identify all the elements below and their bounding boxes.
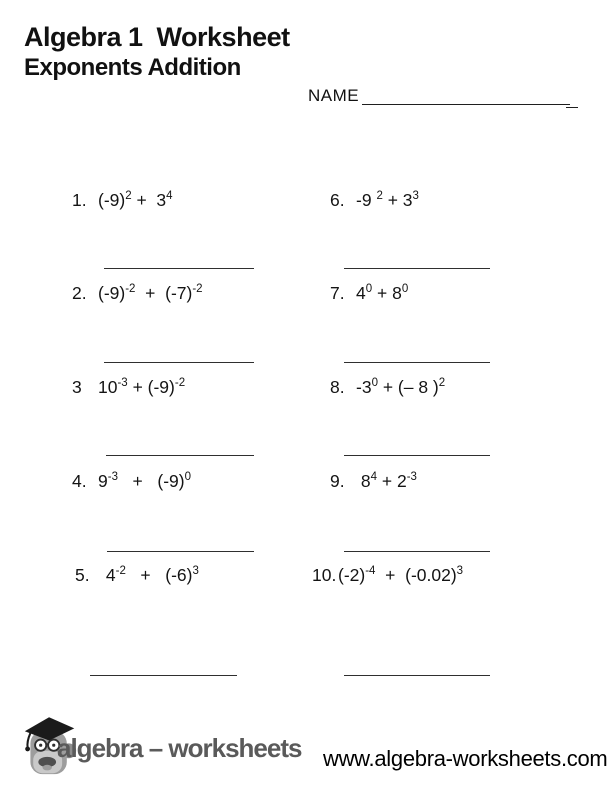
exponent: -2 bbox=[174, 377, 186, 389]
exponent: 0 bbox=[371, 377, 378, 389]
exponent: 0 bbox=[365, 283, 373, 295]
problem-2 bbox=[72, 283, 203, 304]
exponent: 3 bbox=[456, 565, 464, 577]
problem-expression: $(-2)^{-4} + (-0.02)^3$ bbox=[338, 565, 464, 585]
problem-number: 9. bbox=[330, 471, 345, 491]
exponent: 2 bbox=[438, 377, 446, 389]
problem-number: 1. bbox=[72, 190, 87, 210]
page-subtitle: Exponents Addition bbox=[24, 54, 241, 81]
exponent: -2 bbox=[125, 283, 136, 295]
problem-expression: $8^4 + 2^{-3}$ bbox=[356, 471, 417, 491]
exponent: 4 bbox=[370, 471, 378, 483]
problem-number: 10. bbox=[312, 565, 337, 585]
problem-3 bbox=[72, 377, 185, 398]
exponent: -3 bbox=[107, 471, 118, 483]
problem-9 bbox=[330, 471, 417, 492]
exponent: -4 bbox=[365, 565, 376, 577]
page-title: Algebra 1 Worksheet bbox=[24, 22, 290, 52]
problem-expression: $10^{-3} + (-9)^{-2}$ bbox=[98, 377, 186, 397]
exponent: -2 bbox=[115, 565, 126, 577]
answer-line bbox=[344, 455, 490, 456]
answer-line bbox=[344, 362, 490, 363]
problem-number: 8. bbox=[330, 377, 345, 397]
problem-expression: $(-9)^2 + 3^4$ bbox=[98, 190, 173, 210]
answer-line bbox=[106, 455, 254, 456]
answer-line bbox=[344, 268, 490, 269]
logo-wordmark: algebra – worksheets bbox=[57, 733, 302, 763]
answer-line bbox=[107, 551, 254, 552]
exponent: 0 bbox=[184, 471, 191, 483]
problem-number: 2. bbox=[72, 283, 87, 303]
problem-number: 3 bbox=[72, 377, 82, 397]
exponent: -3 bbox=[406, 471, 417, 483]
answer-line bbox=[344, 675, 490, 676]
problem-number: 5. bbox=[75, 565, 90, 585]
problem-number: 7. bbox=[330, 283, 345, 303]
website-url: www.algebra-worksheets.com bbox=[323, 746, 608, 771]
exponent: 4 bbox=[166, 190, 173, 202]
problem-6 bbox=[330, 190, 419, 211]
answer-line bbox=[104, 268, 254, 269]
answer-line bbox=[344, 551, 490, 552]
problem-4 bbox=[72, 471, 191, 492]
problem-expression: -9 $^2 + 3^3$ bbox=[356, 190, 419, 210]
problem-8 bbox=[330, 377, 445, 398]
problem-expression: $4^0 + 8^0$ bbox=[356, 283, 409, 303]
exponent: -2 bbox=[192, 283, 203, 295]
problem-1 bbox=[72, 190, 173, 211]
exponent: 2 bbox=[125, 190, 132, 202]
name-field-row bbox=[308, 86, 359, 106]
exponent: 0 bbox=[401, 283, 409, 295]
problem-expression: $-3^0$ + (– 8 )$^2$ bbox=[356, 377, 446, 397]
exponent: 2 bbox=[376, 190, 383, 202]
answer-line bbox=[90, 675, 237, 676]
problem-expression: $9^{-3} + (-9)^0$ bbox=[98, 471, 191, 491]
problem-number: 4. bbox=[72, 471, 87, 491]
name-blank-line-tail bbox=[566, 107, 578, 108]
name-label: NAME bbox=[308, 86, 360, 105]
problem-expression: $4^{-2} + (-6)^3$ bbox=[101, 565, 199, 585]
problem-number: 6. bbox=[330, 190, 345, 210]
exponent: -3 bbox=[117, 377, 128, 389]
problem-expression: $(-9)^{-2} + (-7)^{-2}$ bbox=[98, 283, 203, 303]
answer-line bbox=[104, 362, 254, 363]
name-blank-line bbox=[362, 104, 570, 105]
problem-10 bbox=[312, 565, 463, 586]
problem-5 bbox=[75, 565, 199, 586]
exponent: 3 bbox=[192, 565, 199, 577]
exponent: 3 bbox=[412, 190, 419, 202]
problem-7 bbox=[330, 283, 408, 304]
